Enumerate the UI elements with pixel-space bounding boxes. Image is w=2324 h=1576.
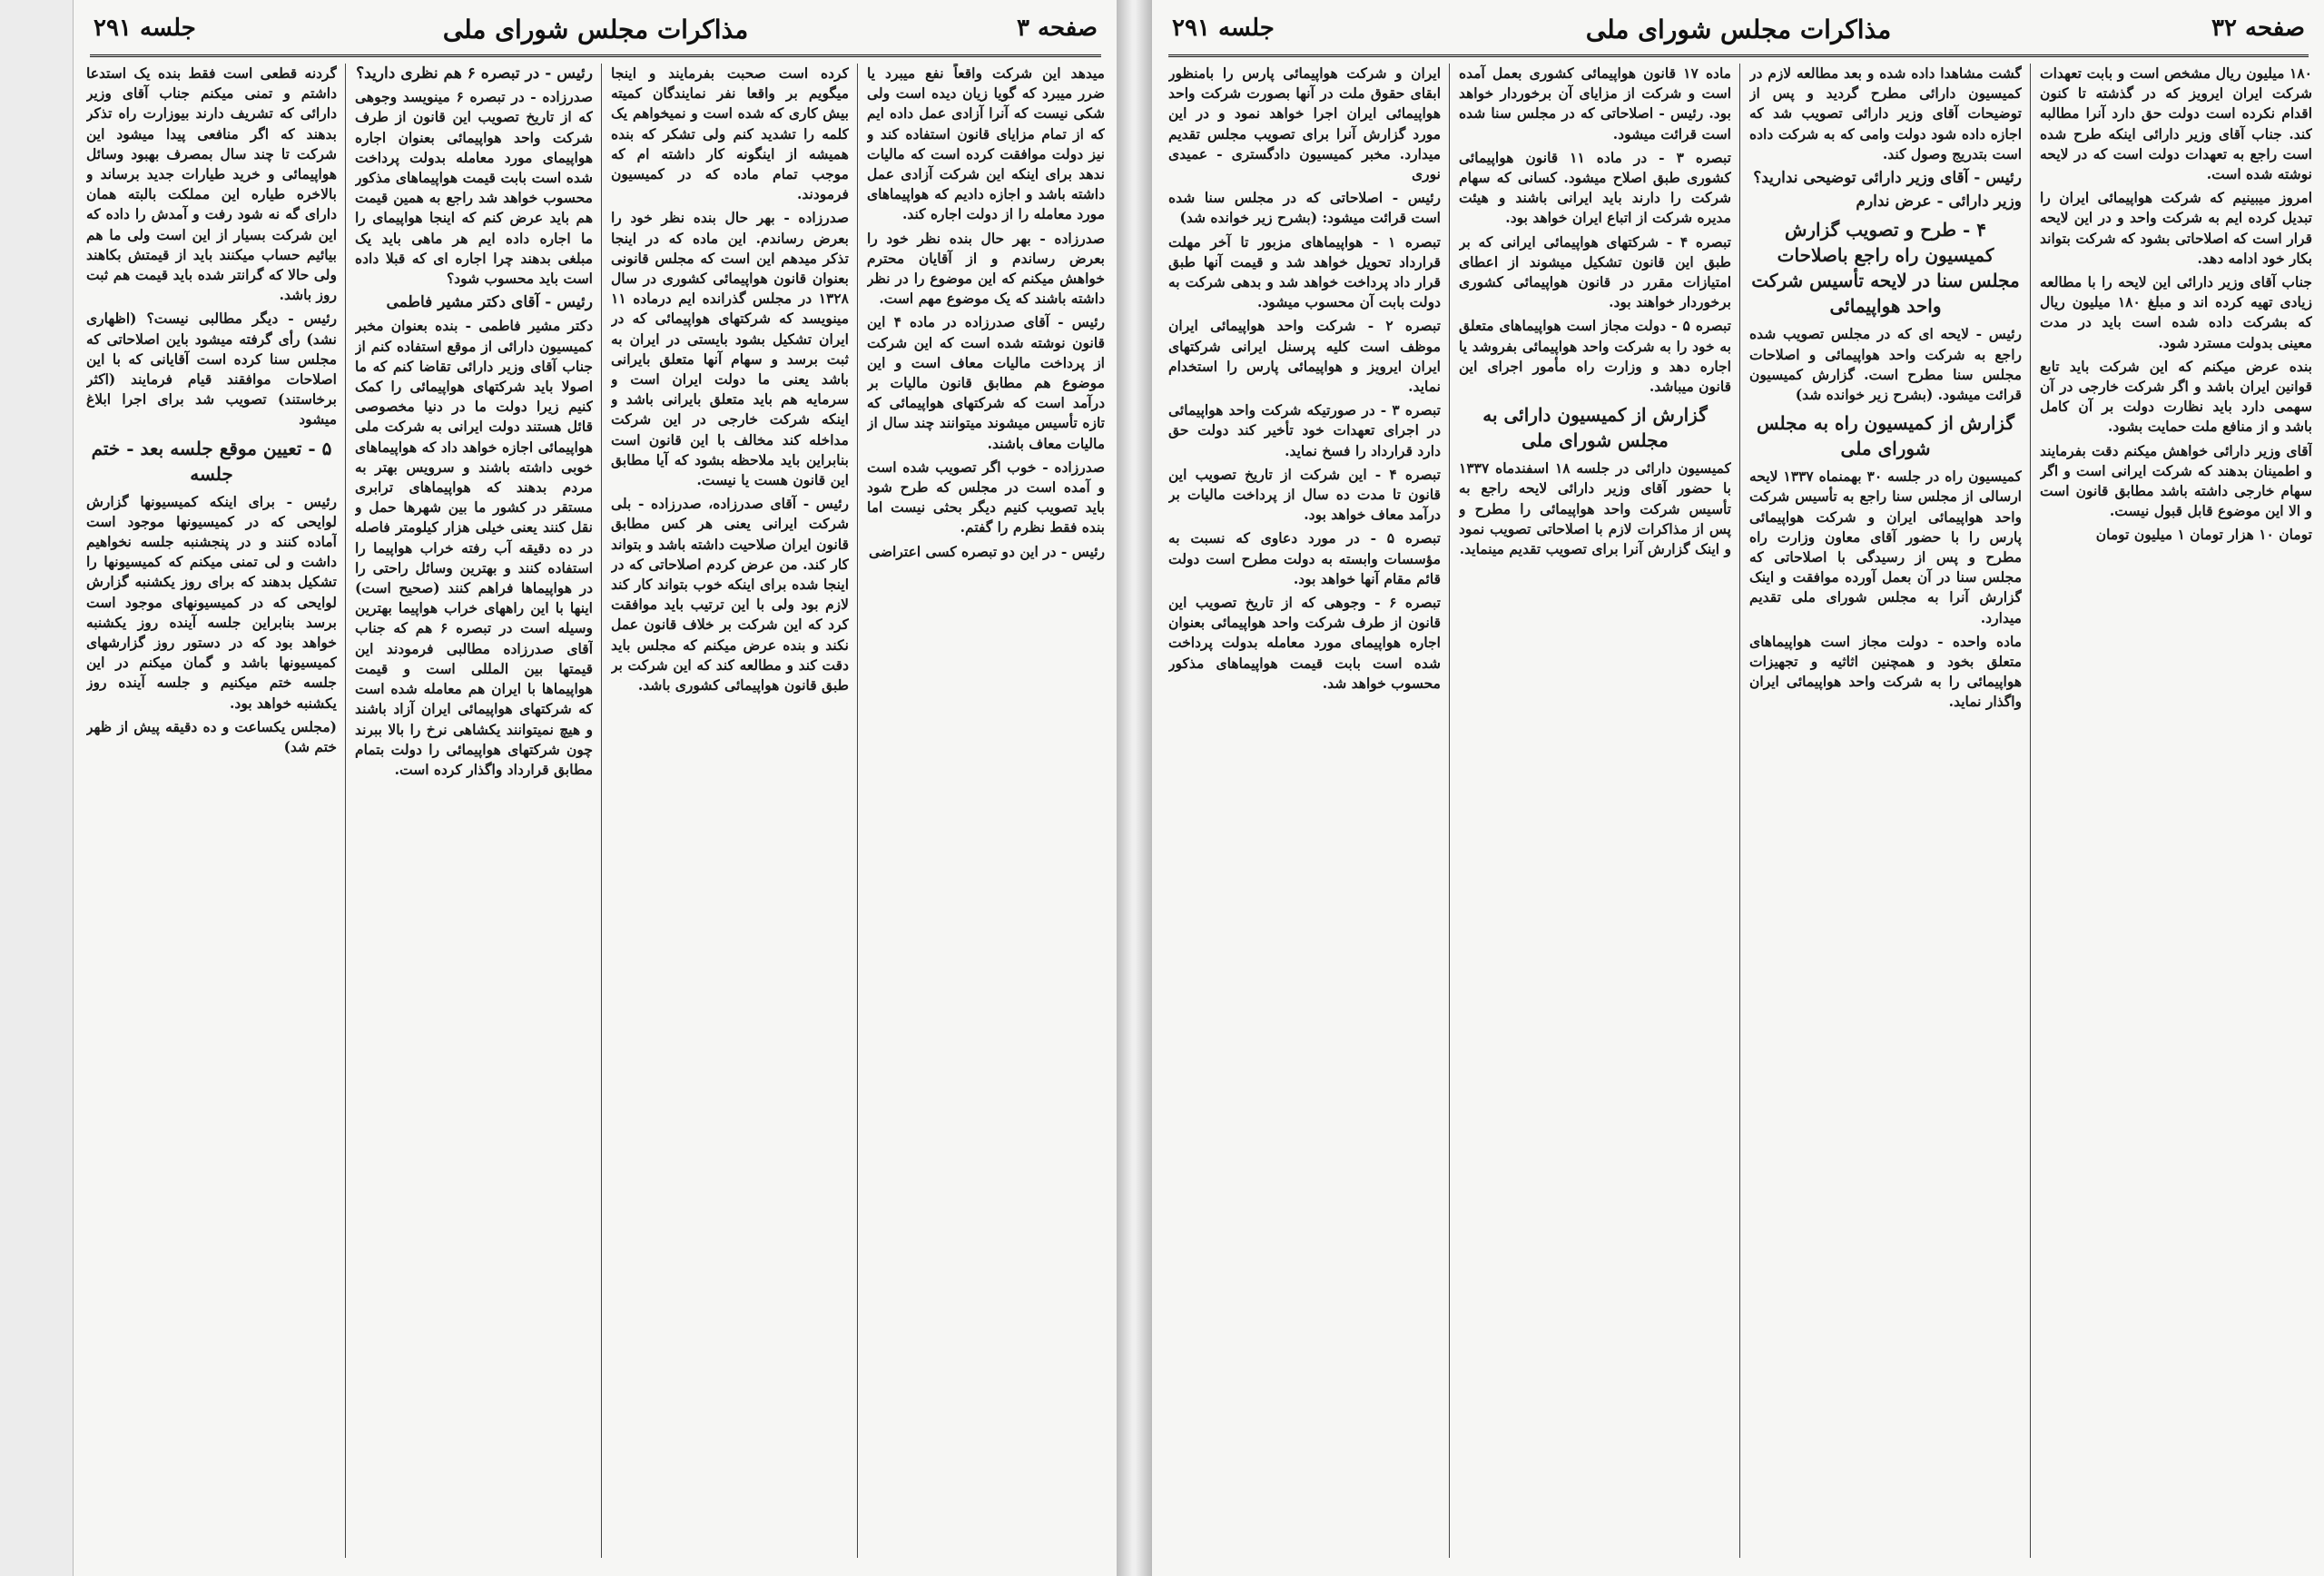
column-rule: [1449, 64, 1450, 1558]
report-heading: گزارش از کمیسیون دارائی به مجلس شورای ملی: [1482, 404, 1708, 452]
speaker-line: وزیر دارائی - عرض ندارم: [1856, 192, 2022, 212]
right-page-session: جلسه ۲۹۱: [1172, 15, 1275, 42]
left-column-1: [86, 64, 337, 1558]
paragraph: گردنه قطعی است فقط بنده یک استدعا داشتم و تمنی میکنم جناب آقای وزیر دارائی که تشریف دارند بیوزارت راه تذکر بدهند که اگر منافعی پیدا میشود این شرکت تا چند سال بمصرف بهبود وسائل هواپیمائی و خرید طیارات جدید برساند و بالاخره طیاره این مملکت بالبته همان دارای گه نه شود رفت و آمدش را داده که این شرکت بسیار از این است ولی ما هم بیائیم حساب میکنند باید از قیمتش بکاهند ولی حالا که گرانتر شده باید قیمت هم ثبت روز باشد.: [86, 64, 337, 304]
paragraph: رئیس - آقای صدرزاده در ماده ۴ این قانون نوشته شده است که این شرکت از پرداخت مالیات معاف است و این موضوع هم مطابق قانون مالیات بر درآمد است که شرکتهای هواپیمائی که تازه تأسیس میشوند میتوانند چند سال از مالیات معاف باشند.: [867, 313, 1105, 452]
paragraph: تبصره ۵ - در مورد دعاوی که نسبت به مؤسسات وابسته به دولت مطرح است دولت قائم مقام آنها خواهد بود.: [1168, 529, 1441, 587]
paragraph: تبصره ۴ - شرکتهای هواپیمائی ایرانی که بر طبق این قانون تشکیل میشوند از اعطای امتیازات مقرر در قانون هواپیمائی کشوری برخوردار خواهند بود.: [1459, 232, 1731, 311]
left-column-2: [355, 64, 593, 1558]
left-page-columns: [86, 64, 1105, 1558]
right-page-number: صفحه ۳۲: [2211, 15, 2305, 42]
paragraph: میدهد این شرکت واقعاً نفع میبرد یا ضرر میبرد که گویا زیان دیده است ولی شکی نیست که آنرا آزادی عمل داده ایم که از تمام مزایای قانون استفاده کند و نیز دولت موافقت کرده است که مالیات ندهد برای اینکه این شرکت آزادی عمل داشته باشد و اجازه دادیم که هواپیماهای مورد معامله را از دولت اجاره کند.: [867, 64, 1105, 223]
right-column-1: [1168, 64, 1441, 1558]
paragraph: ماده واحده - دولت مجاز است هواپیماهای متعلق بخود و همچنین اثاثیه و تجهیزات هواپیمائی را به شرکت واحد هواپیمائی ایران واگذار نماید.: [1749, 632, 2022, 711]
paragraph: تومان ۱۰ هزار تومان ۱ میلیون تومان: [2095, 526, 2312, 544]
report-heading: گزارش از کمیسیون راه به مجلس شورای ملی: [1757, 412, 2014, 460]
paragraph: امروز میبینیم که شرکت هواپیمائی ایران را تبدیل کرده ایم به شرکت واحد و در این لایحه قرار است که اصلاحاتی بشود که شرکت بتواند بکار خود ادامه دهد.: [2040, 189, 2312, 267]
paragraph: گشت مشاهدا داده شده و بعد مطالعه لازم در کمیسیون دارائی مطرح گردید و پس از توضیحات آقای وزیر دارائی تصویب شد که اجازه داده شود دولت وامی که به شرکت داده است بتدریج وصول کند.: [1749, 64, 2022, 163]
paragraph: آقای وزیر دارائی خواهش میکنم دقت بفرمایند و اطمینان بدهند که شرکت ایرانی است و اگر سهام خارجی داشته باشد مطابق قانون است و الا این موضوع قابل قبول نیست.: [2040, 441, 2312, 520]
speaker-line: صدرزاده - بهر حال بنده نظر خود را بعرض رساندم و از آقایان محترم خواهش میکنم که این موضوع را در نظر داشته باشند که یک موضوع مهم است.: [867, 229, 1105, 308]
left-column-4: [867, 64, 1105, 1558]
paragraph: تبصره ۵ - دولت مجاز است هواپیماهای متعلق به خود را به شرکت واحد هواپیمائی بفروشد یا اجاره دهد و وزارت راه مأمور اجرای این قانون میباشد.: [1459, 317, 1731, 396]
paragraph: دکتر مشیر فاطمی - بنده بعنوان مخبر کمیسیون دارائی از موقع استفاده کنم از جناب آقای وزیر دارائی تقاضا کنم که ما اصولا باید شرکتهای هواپیمائی را کمک کنیم زیرا دولت ما در دنیا مخصوصی قائل هستند دولت ایرانی به شرکت ملی هواپیمائی اجازه خواهد داد که هواپیماهای خوبی داشته باشند و سرویس بهتر به مردم بدهند که هواپیماهای ترابری مستقر در کشور ما بین شهرها حمل و نقل کنند یعنی خیلی هزار کیلومتر فاصله در ده دقیقه آب رفته خراب هواپیما را استفاده کنند و بهترین وسائل راحتی را در هواپیماها فراهم کنند (صحیح است) اینها با این راههای خراب هواپیما بهترین وسیله است در تبصره ۶ هم که جناب آقای صدرزاده مطالبی فرمودند این قیمتها بین المللی است و قیمت هواپیماها با ایران هم معامله شده است که شرکتهای هواپیمائی ایران آزاد باشند و هیچ نمیتوانند یکشاهی نرخ را بالا ببرند چون شرکتهای هواپیمائی را دولت بتمام مطابق قرارداد واگذار کرده است.: [355, 317, 593, 778]
paragraph: کمیسیون دارائی در جلسه ۱۸ اسفندماه ۱۳۳۷ با حضور آقای وزیر دارائی لایحه راجع به تأسیس شرکت واحد هواپیمائی را مطرح و پس از مذاکرات لازم با اصلاحاتی تصویب نمود و اینک گزارش آنرا برای تصویب تقدیم مینماید.: [1459, 459, 1731, 558]
right-column-3: [1749, 64, 2022, 1558]
left-column-3: [611, 64, 849, 1558]
left-page: [73, 0, 1118, 1576]
left-page-session: جلسه ۲۹۱: [94, 15, 196, 42]
paragraph: رئیس - اصلاحاتی که در مجلس سنا شده است قرائت میشود: (بشرح زیر خوانده شد): [1168, 189, 1441, 227]
column-rule: [345, 64, 346, 1558]
right-page-masthead: [1168, 13, 2309, 57]
section-heading: ۵ - تعیین موقع جلسه بعد - ختم جلسه: [91, 437, 332, 485]
right-column-4: [2040, 64, 2312, 1558]
speaker-line: رئیس - آقای دکتر مشیر فاطمی: [386, 293, 593, 312]
speaker-line: رئیس - در تبصره ۶ هم نظری دارید؟: [356, 64, 593, 83]
left-page-title: مذاکرات مجلس شورای ملی: [442, 15, 749, 44]
right-page-columns: [1165, 64, 2312, 1558]
paragraph: صدرزاده - خوب اگر تصویب شده است و آمده است در مجلس که طرح شود باید تصویب کنیم دیگر بحثی نیست اما بنده فقط نظرم را گفتم.: [867, 458, 1105, 537]
column-rule: [601, 64, 602, 1558]
column-rule: [1739, 64, 1740, 1558]
paragraph: ماده ۱۷ قانون هواپیمائی کشوری بعمل آمده است و شرکت از مزایای آن برخوردار خواهد بود. رئیس - اصلاحاتی که در مجلس سنا شده است قرائت میشود.: [1459, 64, 1731, 143]
paragraph: رئیس - برای اینکه کمیسیونها گزارش لوایحی که در کمیسیونها موجود است آماده کنند و در پنجشنبه جلسه نخواهیم داشت و لی تمنی میکنم که کمیسیونها را تشکیل بدهند که برای روز یکشنبه گزارش لوایحی که در کمیسیونهای موجود است برسد بنابراین جلسه آینده روز یکشنبه خواهد بود که در دستور روز گزارشهای کمیسیونها باشد و گمان میکنم در این جلسه ختم میکنیم و جلسه آینده روز یکشنبه خواهد بود.: [86, 492, 337, 712]
paragraph: رئیس - دیگر مطالبی نیست؟ (اظهاری نشد) رأی گرفته میشود باین اصلاحاتی که مجلس سنا کرده است آقایانی که با این اصلاحات موافقند قیام فرمایند (اکثر برخاستند) تصویب شد برای اجرا ابلاغ میشود: [86, 310, 337, 428]
paragraph: بنده عرض میکنم که این شرکت باید تابع قوانین ایران باشد و اگر شرکت خارجی در آن سهمی دارد باید نظارت دولت بر آن کامل باشد و از منافع ملت حمایت بشود.: [2040, 357, 2312, 436]
left-page-number: صفحه ۳: [1017, 15, 1098, 42]
paragraph: رئیس - لایحه ای که در مجلس تصویب شده راجع به شرکت واحد هواپیمائی و اصلاحات مجلس سنا مطرح است. گزارش کمیسیون قرائت میشود. (بشرح زیر خوانده شد): [1749, 325, 2022, 404]
speaker-line: رئیس - آقای وزیر دارائی توضیحی ندارید؟: [1753, 169, 2022, 188]
paragraph: تبصره ۳ - در صورتیکه شرکت واحد هواپیمائی در اجرای تعهدات خود تأخیر کند دولت حق دارد قرارداد را فسخ نماید.: [1168, 401, 1441, 459]
paragraph: تبصره ۲ - شرکت واحد هواپیمائی ایران موظف است کلیه پرسنل ایرانی شرکتهای ایران ایرویز و هواپیمائی پارس را استخدام نماید.: [1168, 317, 1441, 396]
paragraph: تبصره ۳ - در ماده ۱۱ قانون هواپیمائی کشوری طبق اصلاح میشود. کسانی که سهام شرکت را دارند باید ایرانی باشند و هیئت مدیره شرکت از اتباع ایران خواهد بود.: [1459, 148, 1731, 227]
paragraph: کرده است صحبت بفرمایند و اینجا میگویم بر واقعا نفر نمایندگان کمیته بیش کاری که شده است و نمیخواهم یک کلمه را تشدید کنم ولی تشکر که بنده همیشه از اینگونه کار داشته ام که موجب تمام ماده که در کمیسیون فرمودند.: [611, 64, 849, 203]
paragraph: صدرزاده - بهر حال بنده نظر خود را بعرض رساندم. این ماده که در اینجا تذکر میدهم این است که مجلس قانونی بعنوان قانون هواپیمائی کشوری در سال ۱۳۲۸ در مجلس گذرانده ایم درماده ۱۱ مینویسد که شرکتهای هواپیمائی که در ایران تشکیل بشود بایستی در ایران به ثبت برسد و سهام آنها متعلق بایرانی باشد یعنی ما دولت ایران است و سرمایه هم باید متعلق بایرانی باشد و اینکه شرکت خارجی در این شرکت مداخله کند مخالف با این قانون است بنابراین باید ملاحظه بشود که آیا مطابق این قانون هست یا نیست.: [611, 209, 849, 489]
paragraph: (مجلس یکساعت و ده دقیقه پیش از ظهر ختم شد): [86, 717, 337, 756]
paragraph: ایران و شرکت هواپیمائی پارس را بامنظور ابقای حقوق ملت در آنها بصورت شرکت واحد هواپیمائی ایران اجرا خواهد نمود و در این مورد گزارش آنرا برای تصویب مجلس تقدیم میدارد. مخبر کمیسیون دادگستری - عمیدی نوری: [1168, 64, 1441, 183]
paragraph: کمیسیون راه در جلسه ۳۰ بهمنماه ۱۳۳۷ لایحه ارسالی از مجلس سنا راجع به تأسیس شرکت واحد هواپیمائی ایران و شرکت هواپیمائی پارس را با حضور آقای معاون وزارت راه مطرح و پس از رسیدگی با اصلاحاتی که مجلس سنا در آن بعمل آورده موافقت و اینک گزارش آنرا به مجلس شورای ملی تقدیم میدارد.: [1749, 468, 2022, 626]
paragraph: تبصره ۱ - هواپیماهای مزبور تا آخر مهلت قرارداد تحویل خواهد شد و قیمت آنها طبق قرار داد پرداخت خواهد شد و بدهی شرکت به دولت بابت آن محسوب میشود.: [1168, 232, 1441, 311]
paragraph: رئیس - آقای صدرزاده، صدرزاده - بلی شرکت ایرانی یعنی هر کس مطابق قانون ایران صلاحیت داشته باشد و بتواند کار کند. من عرض کردم اصلاحاتی که در اینجا شده برای اینکه خوب بتواند کار کند لازم بود ولی با این ترتیب باید موافقت کرد که این شرکت بر خلاف قانون عمل نکند و بنده عرض میکنم که مجلس باید دقت کند و مطالعه کند که این شرکت بر طبق قانون هواپیمائی کشوری باشد.: [611, 495, 849, 694]
paragraph: تبصره ۶ - وجوهی که از تاریخ تصویب این قانون از طرف شرکت واحد هواپیمائی بعنوان اجاره هواپیمای مورد معامله بدولت پرداخت شده است بابت قیمت هواپیماهای مذکور محسوب خواهد شد.: [1168, 594, 1441, 692]
right-page: [1151, 0, 2324, 1576]
binding-gutter: [1117, 0, 1151, 1576]
left-page-masthead: [90, 13, 1101, 57]
paragraph: ۱۸۰ میلیون ریال مشخص است و بابت تعهدات شرکت ایران ایرویز که در گذشته تا کنون اقدام نکرده است دولت حق دارد آنرا مطالبه کند. جناب آقای وزیر دارائی اینکه طرح شده است راجع به تعهدات دولت است که در لایحه نوشته شده است.: [2040, 64, 2312, 183]
right-column-2: [1459, 64, 1731, 1558]
right-page-title: مذاکرات مجلس شورای ملی: [1585, 15, 1892, 44]
column-rule: [2030, 64, 2031, 1558]
paragraph: جناب آقای وزیر دارائی این لایحه را با مطالعه زیادی تهیه کرده اند و مبلغ ۱۸۰ میلیون ریال که بشرکت داده شده است باید در مدت معینی بدولت مسترد شود.: [2040, 273, 2312, 351]
column-rule: [857, 64, 858, 1558]
section-heading: ۴ - طرح و تصویب گزارش کمیسیون راه راجع باصلاحات مجلس سنا در لایحه تأسیس شرکت واحد هواپیمائی: [1751, 219, 2020, 318]
paragraph: تبصره ۴ - این شرکت از تاریخ تصویب این قانون تا مدت ده سال از پرداخت مالیات بر درآمد معاف خواهد بود.: [1168, 465, 1441, 524]
paragraph: صدرزاده - در تبصره ۶ مینویسد وجوهی که از تاریخ تصویب این قانون از طرف شرکت واحد هواپیمائی بعنوان اجاره هواپیمای مورد معامله بدولت پرداخت شده است بابت قیمت هواپیماهای مذکور محسوب خواهد شد راجع به همین قیمت هم باید عرض کنم که اینجا هواپیمای را ما اجاره داده ایم هر ماهی باید یک مبلغی بدهند چرا اجاره ای که قبلا داده است باید محسوب شود؟: [355, 88, 593, 288]
paragraph: رئیس - در این دو تبصره کسی اعتراضی: [868, 542, 1105, 560]
